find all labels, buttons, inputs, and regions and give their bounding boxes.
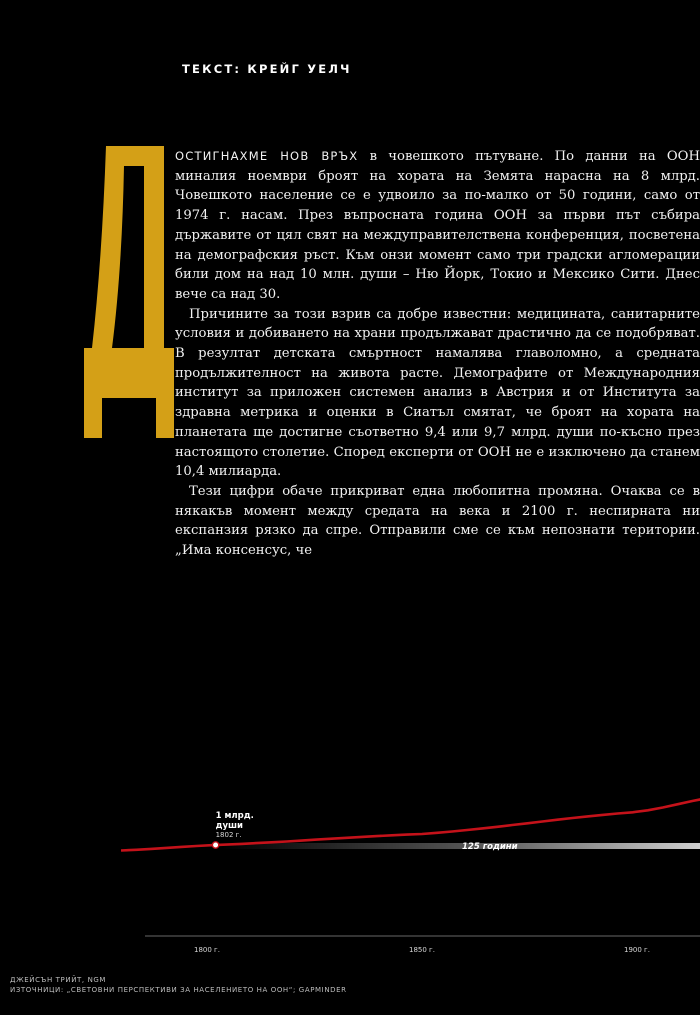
population-chart <box>0 760 700 960</box>
span-label: 125 години <box>462 842 518 852</box>
x-tick-label-1850: 1850 г. <box>409 946 435 954</box>
data-point-1802 <box>212 842 218 848</box>
x-tick-label-1800: 1800 г. <box>194 946 220 954</box>
drop-cap-letter <box>84 146 174 438</box>
annotation-unit: души <box>215 821 243 831</box>
lead-in: ОСТИГНАХМЕ НОВ ВРЪХ <box>175 149 359 163</box>
article-paragraph-2: Причините за този взрив са добре известни: медицината, санитарните условия и добиването на храни продължават драстично да се подобряват. В резултат детската смъртност намалява главоломно, а средната продължителност на живота расте. Демографите от Международния институт за приложен системен анализ в Австрия и от Института за здравна метрика и оценки в Сиатъл смятат, че броят на хората на планетата ще достигне съответно 9,4 или 9,7 млрд. души по-късно през настоящото столетие. Според експерти от ООН не е изключено да станем 10,4 милиарда. <box>175 306 700 480</box>
paragraph-1-text: в човешкото пътуване. По данни на ООН миналия ноември броят на хората на Земята нарасна на 8 млрд. Човешкото население се е удвоило за по-малко от 50 години, само от 1974 г. насам. През въпросната година ООН за първи път събира държавите от цял свят на междуправителствена конференция, посветена на демографския ръст. Към онзи момент само три градски агломерации били дом на над 10 млн. души – Ню Йорк, Токио и Мексико Сити. Днес вече са над 30. <box>175 149 700 302</box>
population-curve <box>121 796 700 851</box>
x-axis-ticks <box>194 946 650 954</box>
span-bar <box>222 843 700 849</box>
credits <box>10 975 347 995</box>
byline: ТЕКСТ: КРЕЙГ УЕЛЧ <box>182 62 352 76</box>
article-paragraph-1 <box>175 147 700 305</box>
graphic-credit: ДЖЕЙСЪН ТРИЙТ, NGM <box>10 976 107 984</box>
article-paragraph-3: Тези цифри обаче прикриват една любопитна промяна. Очаква се в някакъв момент между средата на века и 2100 г. неспирната ни експанзия рязко да спре. Отправили сме се към непознати територии. „Има консенсус, че <box>175 483 700 559</box>
annotation-year: 1802 г. <box>215 831 242 839</box>
sources: ИЗТОЧНИЦИ: „СВЕТОВНИ ПЕРСПЕКТИВИ ЗА НАСЕЛЕНИЕТО НА ООН“; GAPMINDER <box>10 986 347 994</box>
annotation-value: 1 млрд. <box>215 811 254 821</box>
article-body <box>175 147 700 561</box>
drop-cap <box>84 140 174 440</box>
x-tick-label-1900: 1900 г. <box>624 946 650 954</box>
